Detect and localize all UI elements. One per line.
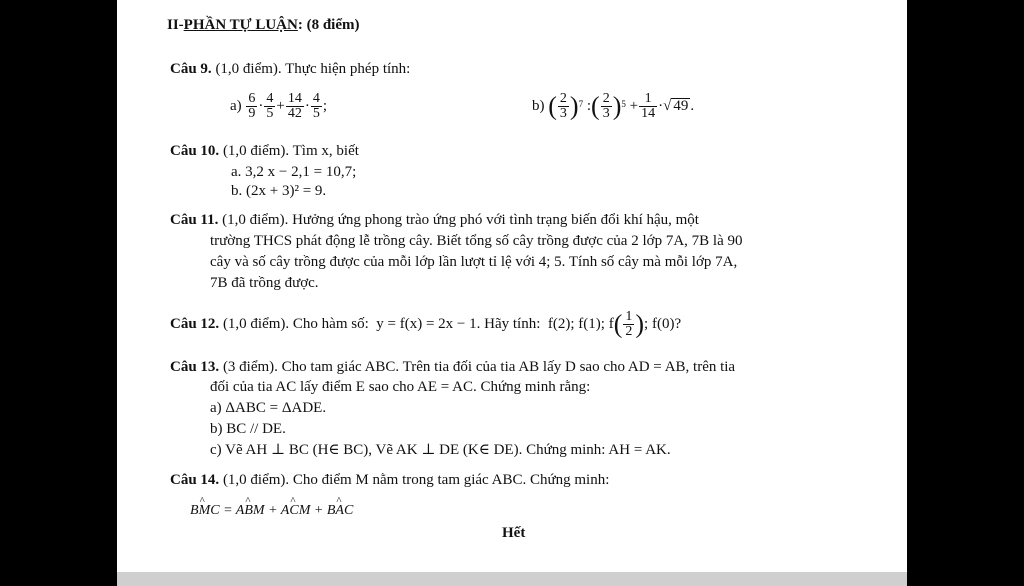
question-10-heading: Câu 10. (1,0 điểm). Tìm x, biết [170,143,359,159]
question-13a: a) ΔABC = ΔADE. [210,400,327,416]
document-page [117,0,907,576]
question-9-heading: Câu 9. (1,0 điểm). Thực hiện phép tính: [170,61,411,77]
fraction: $\frac{4}{5}$ [312,91,320,122]
end-marker: Hết [502,525,526,541]
question-9a: a) $\frac{6}{9}$ · $\frac{4}{5}$ + $\frac{14}{42}$ · $\frac{4}{5}$ ; [230,91,328,122]
fraction: $\frac{14}{42}$ [287,91,302,122]
question-11-line-4: 7B đã trồng được. [210,275,319,291]
question-13-line-2: đối của tia AC lấy điểm E sao cho AE = AC. Chứng minh rằng: [210,379,591,395]
question-13c: c) Vẽ AH ⊥ BC (H∈ BC), Vẽ AK ⊥ DE (K∈ DE). Chứng minh: AH = AK. [210,442,671,458]
question-11-line-2: trường THCS phát động lễ trồng cây. Biết tổng số cây trồng được của 2 lớp 7A, 7B là 90 [210,233,743,249]
question-11-line-1: Câu 11. (1,0 điểm). Hưởng ứng phong trào ứng phó với tình trạng biến đổi khí hậu, một [170,212,699,228]
fraction: $\frac{4}{5}$ [266,91,274,122]
question-9b: b) ( $\frac{2}{3}$ )$^7$ :( $\frac{2}{3}$ )$^5$ + $\frac{1}{14}$ ·√ 49 . [532,91,695,122]
question-10b: b. (2x + 3)² = 9. [231,183,327,199]
question-13-line-1: Câu 13. (3 điểm). Cho tam giác ABC. Trên tia đối của tia AB lấy D sao cho AD = AB, trên tia [170,359,736,375]
section-heading: II-PHẦN TỰ LUẬN: (8 điểm) [167,17,360,33]
question-14-formula: B^ MC = A^ BM + A^ CM + B^ AC [190,502,353,520]
question-10a: a. 3,2 x − 2,1 = 10,7; [231,164,357,180]
question-13b: b) BC // DE. [210,421,286,437]
question-12: Câu 12. (1,0 điểm). Cho hàm số: y = f(x) = 2x − 1. Hãy tính: f(2); f(1); f( $\frac{1}{2}$ ); f(0)? [170,309,682,340]
bottom-scroll-strip [117,572,907,586]
question-11-line-3: cây và số cây trồng được của mỗi lớp lần lượt tỉ lệ với 4; 5. Tính số cây mà mỗi lớp 7A, [210,254,738,270]
question-14-heading: Câu 14. (1,0 điểm). Cho điểm M nằm trong tam giác ABC. Chứng minh: [170,472,610,488]
fraction: $\frac{6}{9}$ [248,91,256,122]
